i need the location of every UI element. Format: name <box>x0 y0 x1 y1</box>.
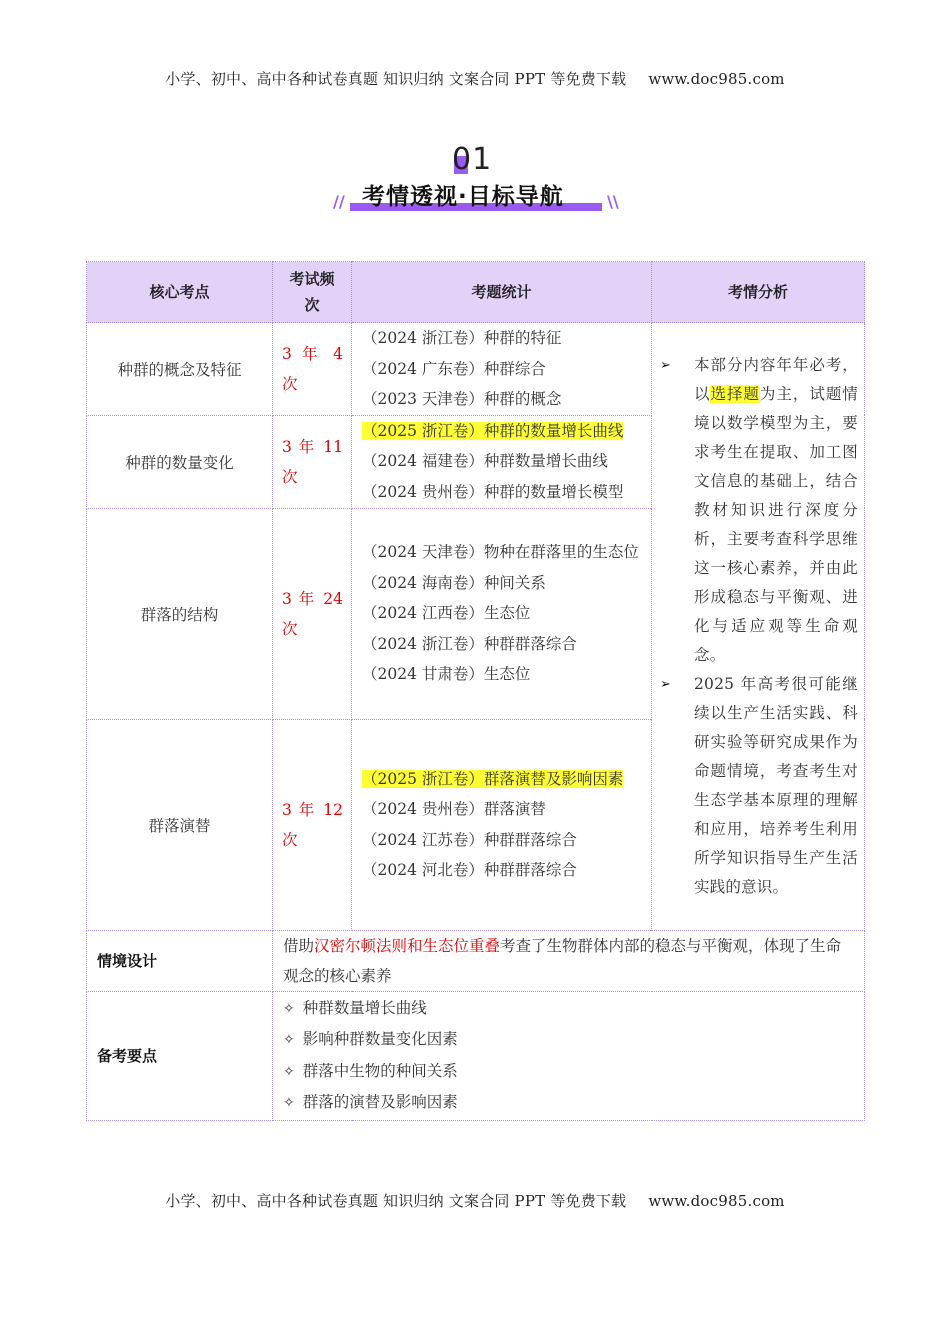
list-item: ✧ 群落的演替及影响因素 <box>283 1093 458 1111</box>
left-slash-decoration: // <box>333 192 345 211</box>
list-item: （2024 浙江卷）种群群落综合 <box>362 634 577 653</box>
page-header <box>0 68 950 89</box>
list-item: （2024 甘肃卷）生态位 <box>362 665 531 684</box>
scene-design-text: 借助汉密尔顿法则和生态位重叠考查了生物群体内部的稳态与平衡观，体现了生命观念的核心素养 <box>273 930 865 991</box>
list-item: （2025 浙江卷）群落演替及影响因素 <box>362 769 624 788</box>
list-item: ✧ 群落中生物的种间关系 <box>283 1061 458 1080</box>
section-title <box>0 138 950 218</box>
list-item: （2024 河北卷）种群群落综合 <box>362 861 577 879</box>
page-footer <box>0 1190 950 1211</box>
exam-frequency: 3 年 4 次 <box>273 323 352 416</box>
exam-frequency: 3 年 11 次 <box>273 415 352 508</box>
question-list <box>352 508 652 719</box>
prep-points-label: 备考要点 <box>87 991 273 1120</box>
diamond-bullet-icon: ✧ <box>283 1032 295 1048</box>
question-list <box>352 323 652 416</box>
list-item: （2024 江西卷）生态位 <box>362 604 531 623</box>
list-item: （2023 天津卷）种群的概念 <box>362 390 562 408</box>
scene-design-row <box>87 930 865 991</box>
core-point: 种群的概念及特征 <box>87 323 273 416</box>
list-item: （2024 广东卷）种群综合 <box>362 359 546 378</box>
header-site: www.doc985.com <box>648 70 785 88</box>
core-point: 群落的结构 <box>87 508 273 719</box>
header-statistics: 考题统计 <box>352 262 652 323</box>
list-item: （2024 江苏卷）种群群落综合 <box>362 830 577 849</box>
section-number: 01 <box>452 142 493 177</box>
scene-keyword: 汉密尔顿法则和生态位重叠 <box>314 936 501 955</box>
list-item: （2024 天津卷）物种在群落里的生态位 <box>362 543 639 562</box>
exam-frequency: 3 年 24 次 <box>273 508 352 719</box>
core-point: 种群的数量变化 <box>87 415 273 508</box>
core-point: 群落演替 <box>87 719 273 930</box>
right-slash-decoration: \\ <box>607 192 619 211</box>
list-item: （2025 浙江卷）种群的数量增长曲线 <box>362 421 624 440</box>
list-item: （2024 贵州卷）群落演替 <box>362 800 546 818</box>
diamond-bullet-icon: ✧ <box>283 1000 295 1017</box>
analysis-point-2: ➢ 2025 年高考很可能继续以生产生活实践、科研实验等研究成果作为命题情境，考查考生对生态学基本原理的理解和应用，培养考生利用所学知识指导生产生活实践的意识。 <box>660 670 858 902</box>
list-item: ✧ 影响种群数量变化因素 <box>283 1030 458 1048</box>
diamond-bullet-icon: ✧ <box>283 1095 295 1111</box>
list-item: （2024 海南卷）种间关系 <box>362 573 546 592</box>
list-item: （2024 贵州卷）种群的数量增长模型 <box>362 482 624 501</box>
scene-design-label: 情境设计 <box>87 930 273 991</box>
analysis-point-1: ➢ 本部分内容年年必考，以选择题为主，试题情境以数学模型为主，要求考生在提取、加工图文信息的基础上，结合教材知识进行深度分析，主要考查科学思维这一核心素养，并由此形成稳态与平衡观、进化与适应观等生命观念。 <box>660 351 858 670</box>
list-item: （2024 浙江卷）种群的特征 <box>362 329 562 347</box>
section-heading: 考情透视·目标导航 <box>362 184 564 210</box>
highlight-text: 选择题 <box>710 384 760 403</box>
table-row <box>87 323 865 416</box>
diamond-bullet-icon: ✧ <box>283 1063 295 1080</box>
question-list <box>352 415 652 508</box>
prep-points-row <box>87 991 865 1120</box>
list-item: （2024 福建卷）种群数量增长曲线 <box>362 452 608 471</box>
exam-analysis-table <box>86 261 865 1121</box>
header-text: 小学、初中、高中各种试卷真题 知识归纳 文案合同 PPT 等免费下载 <box>165 70 627 88</box>
header-analysis: 考情分析 <box>652 262 865 323</box>
header-core-point: 核心考点 <box>87 262 273 323</box>
question-list <box>352 719 652 930</box>
exam-frequency: 3 年 12 次 <box>273 719 352 930</box>
arrow-bullet-icon: ➢ <box>660 676 671 692</box>
analysis-cell <box>652 323 865 931</box>
table-header-row <box>87 262 865 323</box>
footer-site: www.doc985.com <box>648 1192 785 1210</box>
prep-points-list <box>273 991 865 1120</box>
header-frequency: 考试频次 <box>273 262 352 323</box>
arrow-bullet-icon: ➢ <box>660 357 671 373</box>
list-item: ✧ 种群数量增长曲线 <box>283 998 427 1017</box>
footer-text: 小学、初中、高中各种试卷真题 知识归纳 文案合同 PPT 等免费下载 <box>165 1192 627 1210</box>
